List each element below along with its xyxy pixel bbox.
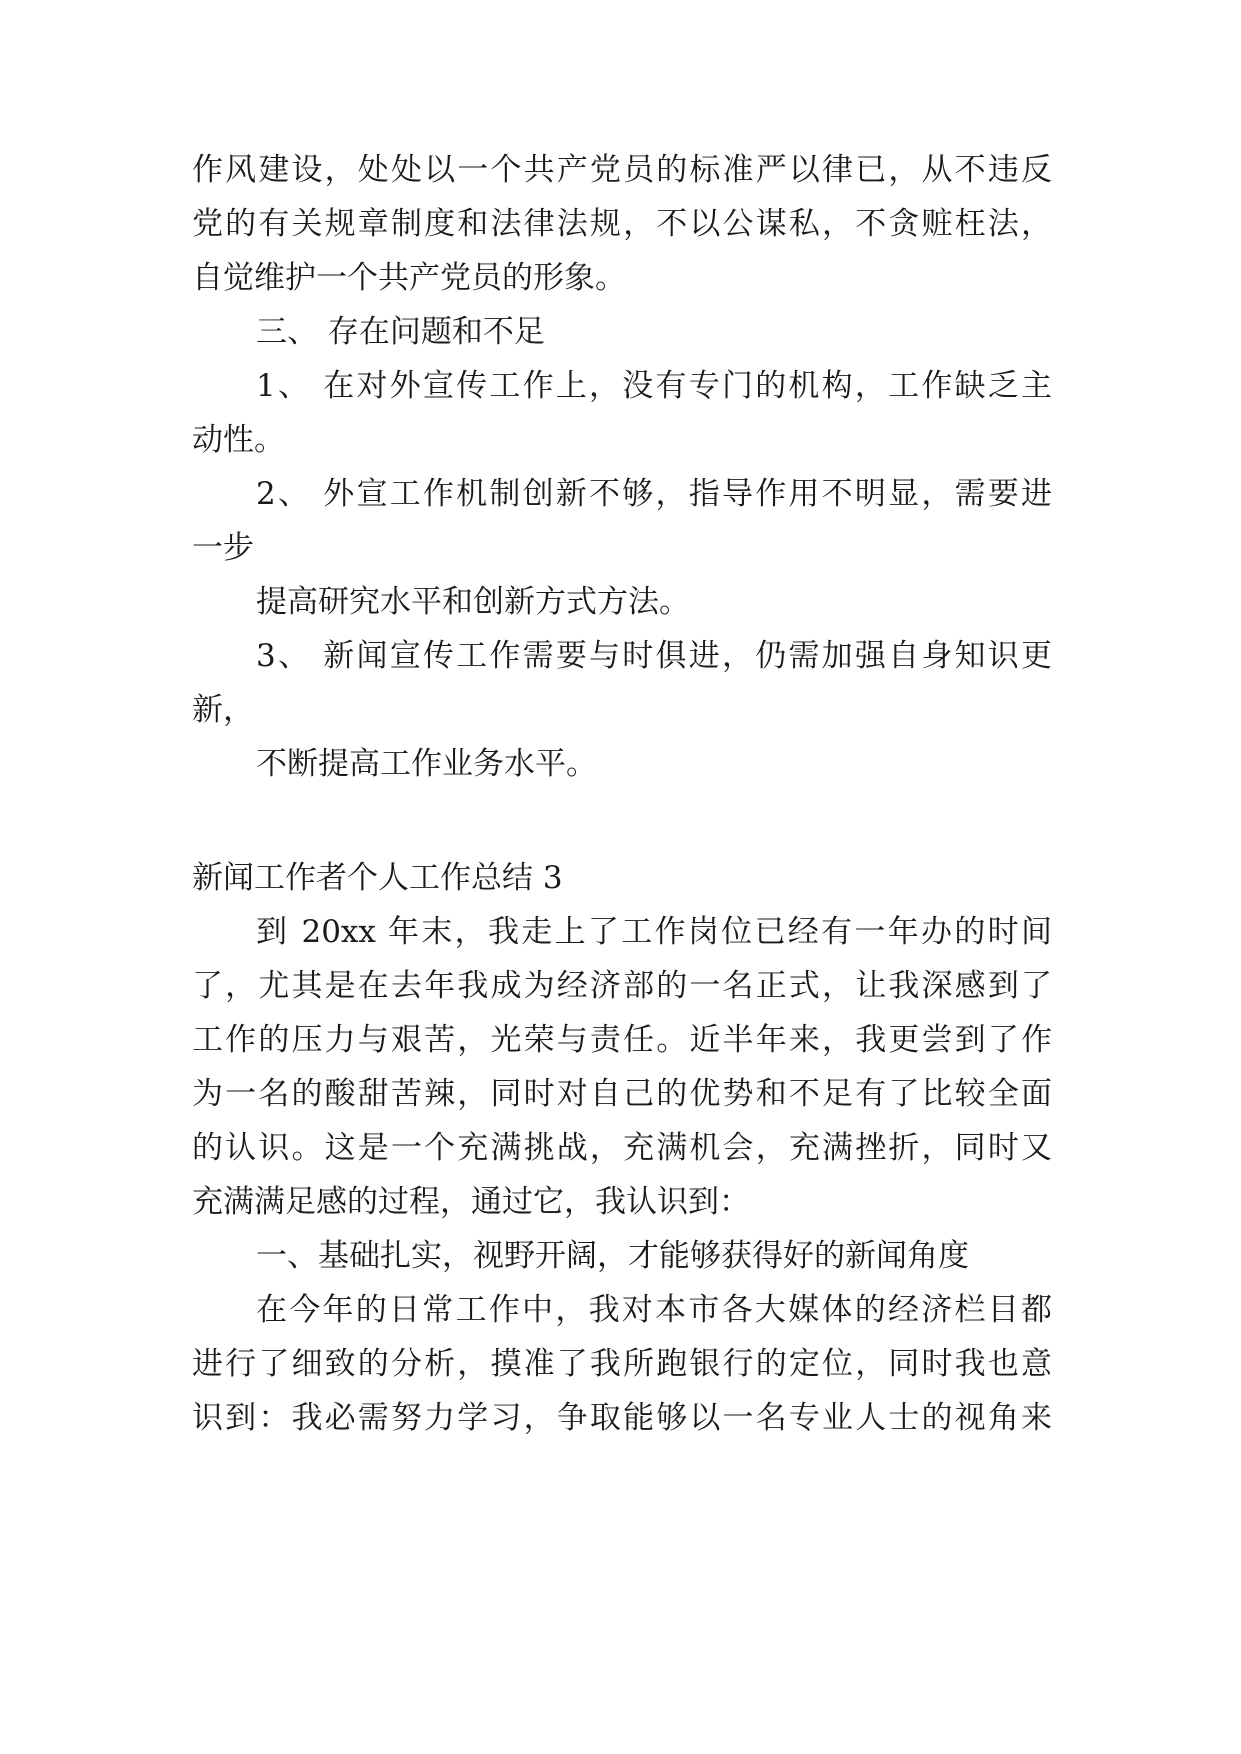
section-heading: 三、 存在问题和不足 bbox=[256, 314, 545, 350]
text-line: 的认识。这是一个充满挑战，充满机会，充满挫折，同时又 bbox=[192, 1130, 1052, 1166]
section-heading: 一、基础扎实，视野开阔，才能够获得好的新闻角度 bbox=[256, 1238, 969, 1274]
text-line: 充满满足感的过程，通过它，我认识到： bbox=[192, 1184, 750, 1220]
text-line: 提高研究水平和创新方式方法。 bbox=[256, 584, 690, 620]
text-line: 动性。 bbox=[192, 422, 285, 458]
list-item: 2、 外宣工作机制创新不够，指导作用不明显，需要进 bbox=[256, 476, 1052, 512]
list-item: 1、 在对外宣传工作上，没有专门的机构，工作缺乏主 bbox=[256, 368, 1052, 404]
list-item: 3、 新闻宣传工作需要与时俱进，仍需加强自身知识更 bbox=[256, 638, 1052, 674]
text-line: 到 20xx 年末，我走上了工作岗位已经有一年办的时间 bbox=[256, 914, 1052, 950]
text-line: 识到：我必需努力学习，争取能够以一名专业人士的视角来 bbox=[192, 1400, 1052, 1436]
text-line: 新， bbox=[192, 692, 254, 728]
text-line: 为一名的酸甜苦辣，同时对自己的优势和不足有了比较全面 bbox=[192, 1076, 1052, 1112]
text-line: 不断提高工作业务水平。 bbox=[256, 746, 597, 782]
article-title: 新闻工作者个人工作总结 3 bbox=[192, 860, 563, 896]
text-line: 一步 bbox=[192, 530, 254, 566]
text-line: 了，尤其是在去年我成为经济部的一名正式，让我深感到了 bbox=[192, 968, 1052, 1004]
text-line: 进行了细致的分析，摸准了我所跑银行的定位，同时我也意 bbox=[192, 1346, 1052, 1382]
text-line: 党的有关规章制度和法律法规，不以公谋私，不贪赃枉法， bbox=[192, 206, 1052, 242]
text-line: 在今年的日常工作中，我对本市各大媒体的经济栏目都 bbox=[256, 1292, 1052, 1328]
text-line: 工作的压力与艰苦，光荣与责任。近半年来，我更尝到了作 bbox=[192, 1022, 1052, 1058]
text-line: 作风建设，处处以一个共产党员的标准严以律已，从不违反 bbox=[192, 152, 1052, 188]
text-line: 自觉维护一个共产党员的形象。 bbox=[192, 260, 626, 296]
